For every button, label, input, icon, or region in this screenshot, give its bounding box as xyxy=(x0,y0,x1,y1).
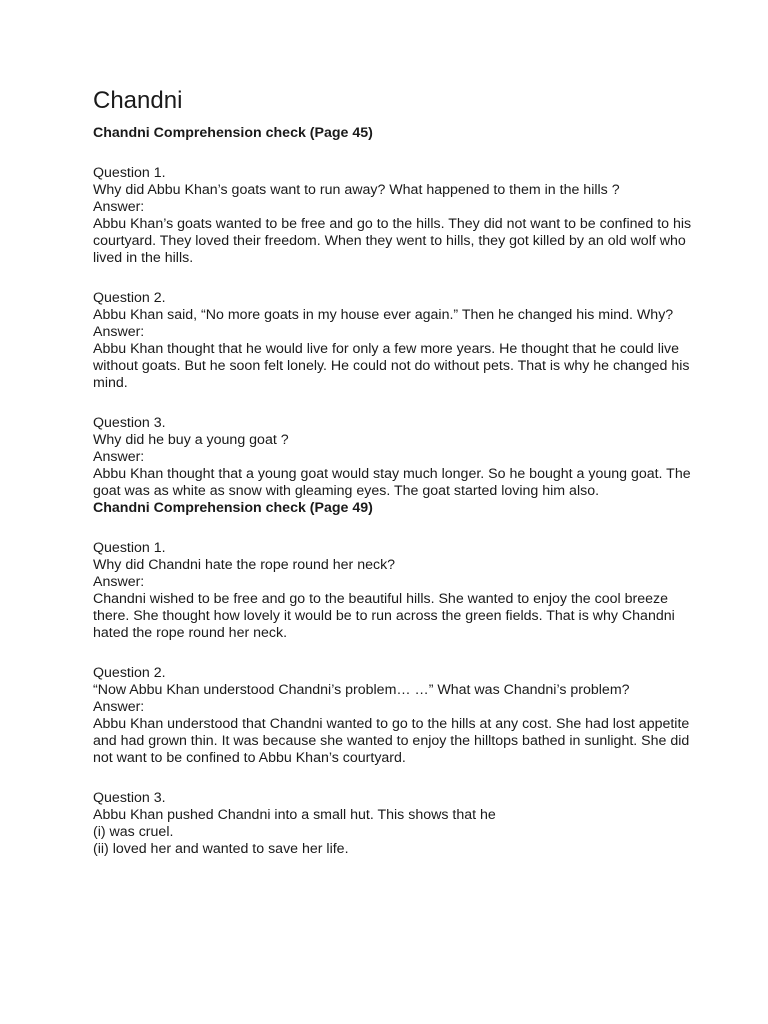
question-label: Question 1. xyxy=(93,165,166,181)
page-title: Chandni xyxy=(93,87,183,114)
question-text: Abbu Khan pushed Chandni into a small hut. This shows that he xyxy=(93,807,496,823)
answer-label: Answer: xyxy=(93,699,145,715)
qa-item xyxy=(93,415,693,500)
qa-item xyxy=(93,790,693,858)
answer-text: Abbu Khan thought that he would live for only a few more years. He thought that he could live without goats. But he soon felt lonely. He could not do without pets. That is why he changed his mind. xyxy=(93,341,694,391)
section-page-45 xyxy=(93,125,696,500)
option-item: (i) was cruel. xyxy=(93,824,174,840)
question-text: “Now Abbu Khan understood Chandni’s problem… …” What was Chandni’s problem? xyxy=(93,682,630,698)
section-heading: Chandni Comprehension check (Page 45) xyxy=(93,125,373,141)
answer-label: Answer: xyxy=(93,449,145,465)
answer-text: Abbu Khan thought that a young goat would stay much longer. So he bought a young goat. The goat was as white as snow with gleaming eyes. The goat started loving him also. xyxy=(93,466,695,499)
question-label: Question 2. xyxy=(93,290,166,306)
question-text: Why did Abbu Khan’s goats want to run away? What happened to them in the hills ? xyxy=(93,182,620,198)
qa-item xyxy=(93,290,693,392)
question-label: Question 3. xyxy=(93,415,166,431)
section-page-49 xyxy=(93,500,693,858)
qa-item xyxy=(93,165,696,267)
qa-item xyxy=(93,540,693,642)
question-label: Question 2. xyxy=(93,665,166,681)
answer-text: Abbu Khan understood that Chandni wanted to go to the hills at any cost. She had lost appetite and had grown thin. It was because she wanted to enjoy the hilltops bathed in sunlight. She did not want to be confined to Abbu Khan’s courtyard. xyxy=(93,716,694,766)
question-text: Abbu Khan said, “No more goats in my house ever again.” Then he changed his mind. Why? xyxy=(93,307,674,323)
answer-label: Answer: xyxy=(93,574,145,590)
answer-text: Abbu Khan’s goats wanted to be free and go to the hills. They did not want to be confined to his courtyard. They loved their freedom. When they went to hills, they got killed by an old wolf who lived in the hills. xyxy=(93,216,696,266)
section-heading: Chandni Comprehension check (Page 49) xyxy=(93,500,373,516)
qa-item xyxy=(93,665,693,767)
answer-label: Answer: xyxy=(93,199,145,215)
answer-text: Chandni wished to be free and go to the beautiful hills. She wanted to enjoy the cool breeze there. She thought how lovely it would be to run across the green fields. That is why Chandni hated the rope round her neck. xyxy=(93,591,679,641)
answer-label: Answer: xyxy=(93,324,145,340)
question-label: Question 1. xyxy=(93,540,166,556)
option-item: (ii) loved her and wanted to save her life. xyxy=(93,841,349,857)
question-text: Why did he buy a young goat ? xyxy=(93,432,289,448)
document-page xyxy=(93,86,696,858)
question-text: Why did Chandni hate the rope round her neck? xyxy=(93,557,396,573)
question-label: Question 3. xyxy=(93,790,166,806)
